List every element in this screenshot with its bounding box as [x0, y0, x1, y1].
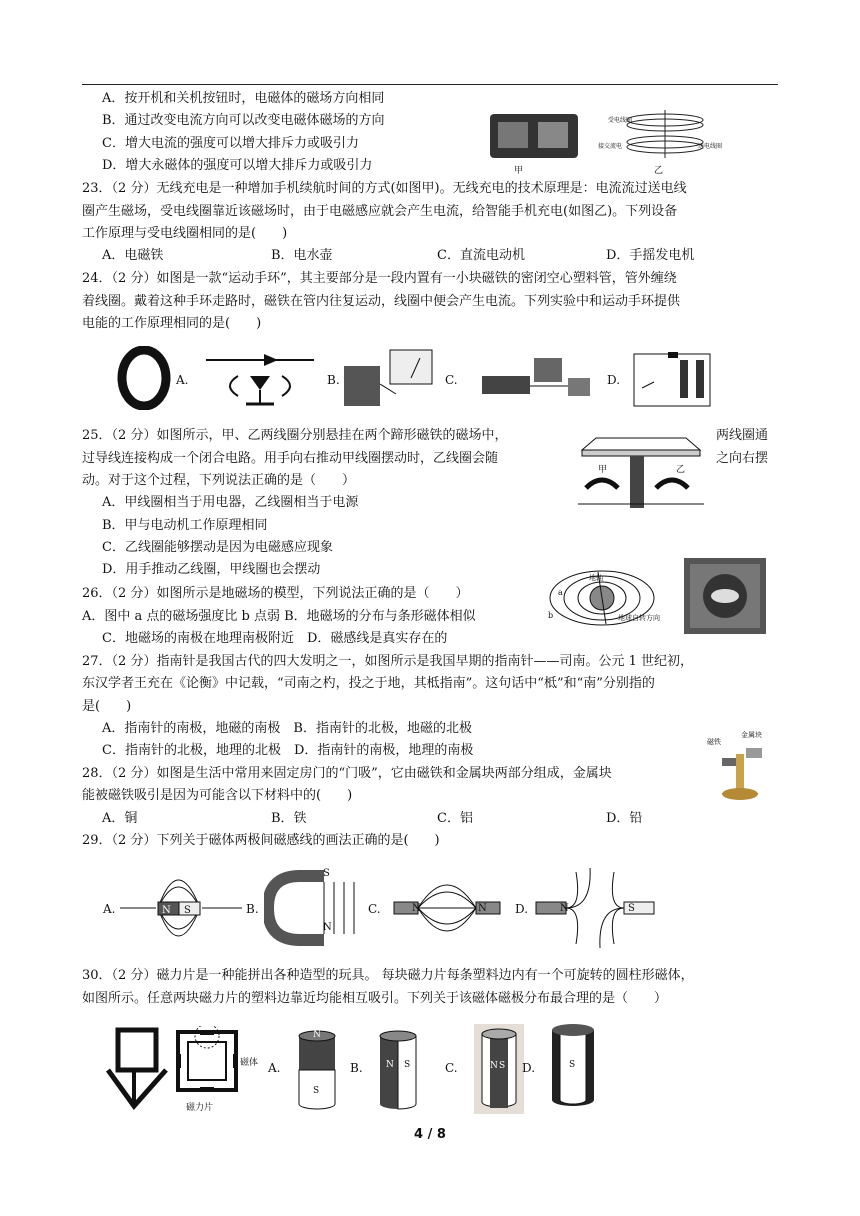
q26-sinan-photo [684, 558, 766, 634]
q28-label-magnet: 磁铁 [707, 738, 721, 746]
q28-line2: 能被磁铁吸引是因为可能含以下材料中的( ) [82, 788, 353, 803]
q30-label-b: B. [350, 1061, 363, 1075]
q29-b-label-n: N [323, 922, 332, 933]
q28-option-c: C．铝 [437, 811, 473, 826]
q30-option-a-cylinder [296, 1028, 338, 1112]
q28-option-d: D．铅 [606, 811, 643, 826]
q22-option-a: A．按开机和关机按钮时，电磁体的磁场方向相同 [102, 91, 385, 106]
q30-label-c: C. [445, 1061, 458, 1075]
q29-option-b-diagram [264, 862, 364, 954]
q30-label-tile: 磁力片 [186, 1103, 214, 1113]
q29-a-label-s: S [184, 905, 191, 916]
q30-label-a: A. [268, 1061, 281, 1075]
q22-option-d: D．增大永磁体的强度可以增大排斥力或吸引力 [102, 158, 373, 173]
q22-label-receive-coil: 受电线圈 [608, 117, 633, 124]
q24-option-c-diagram [472, 352, 598, 408]
q23-option-a: A．电磁铁 [102, 248, 164, 263]
q29-label-c: C. [368, 902, 381, 916]
q30-option-b-cylinder [377, 1028, 419, 1112]
q25-line1: 25．（2 分）如图所示，甲、乙两线圈分别悬挂在两个蹄形磁铁的磁场中， [82, 428, 508, 443]
q24-label-d: D. [607, 373, 621, 387]
q22-option-c: C．增大电流的强度可以增大排斥力或吸引力 [102, 136, 359, 151]
q24-option-b-diagram [340, 344, 438, 412]
q25-coils-diagram [574, 430, 708, 512]
q29-option-a-diagram [118, 862, 244, 954]
q23-line3: 工作原理与受电线圈相同的是( ) [82, 226, 288, 241]
q27-line2: 东汉学者王充在《论衡》中记载，“司南之杓，投之于地，其柢指南”。这句话中“柢”和“南”分别指的 [82, 676, 655, 691]
q29-line1: 29．（2 分）下列关于磁体两极间磁感线的画法正确的是( ) [82, 833, 440, 848]
q24-wristband-photo [116, 346, 172, 410]
q29-label-d: D. [515, 902, 529, 916]
q30-label-d: D. [522, 1061, 536, 1075]
q26-label-axis: 地轴 [589, 574, 603, 582]
q24-label-a: A. [176, 373, 189, 387]
q30-a-label-n: N [313, 1030, 321, 1040]
q25-option-c: C．乙线圈能够摆动是因为电磁感应现象 [102, 540, 333, 555]
q26-label-b: b [548, 611, 554, 620]
q30-label-magnet: 磁体 [240, 1058, 259, 1068]
q24-line2: 着线圈。戴着这种手环走路时，磁铁在管内往复运动，线圈中便会产生电流。下列实验中和运动手环提供 [82, 294, 681, 309]
q30-line1: 30．（2 分）磁力片是一种能拼出各种造型的玩具。 每块磁力片每条塑料边内有一个可旋转的圆柱形磁体， [82, 968, 694, 983]
q30-tiles-photo [104, 1026, 170, 1110]
q25-right2: 之向右摆 [716, 451, 769, 466]
q25-line2: 过导线连接构成一个闭合电路。用手向右推动甲线圈摆动时，乙线圈会随 [82, 451, 499, 466]
q26-option-cd: C．地磁场的南极在地理南极附近 D．磁感线是真实存在的 [102, 631, 448, 646]
q22-label-jia: 甲 [514, 166, 524, 176]
q22-label-yi: 乙 [654, 166, 664, 176]
q25-option-d: D．用手推动乙线圈，甲线圈也会摆动 [102, 562, 321, 577]
q26-label-rotation: 地球自转方向 [618, 614, 660, 622]
q28-label-metal: 金属块 [741, 731, 762, 739]
q28-line1: 28．（2 分）如图是生活中常用来固定房门的“门吸”，它由磁铁和金属块两部分组成，金属块 [82, 766, 612, 781]
q28-option-b: B．铁 [271, 811, 307, 826]
q29-d-label-s: S [628, 903, 635, 914]
q26-line1: 26．（2 分）如图所示是地磁场的模型，下列说法正确的是（ ） [82, 586, 469, 601]
q22-label-send-coil: 送电线圈 [698, 143, 723, 150]
q29-c-label-n: N [412, 903, 421, 914]
q30-d-label-s: S [569, 1060, 576, 1070]
page-number: 4 / 8 [414, 1127, 446, 1142]
q24-option-a-diagram [202, 346, 318, 412]
q29-option-c-diagram [384, 862, 510, 954]
q29-c-label-n2: N [478, 903, 487, 914]
q29-a-label-n: N [162, 905, 171, 916]
q24-label-c: C. [445, 373, 458, 387]
q30-tile-diagram [172, 1026, 242, 1096]
q24-option-d-diagram [630, 348, 714, 410]
q30-c-label-s: S [499, 1061, 506, 1071]
q29-label-b: B. [246, 902, 259, 916]
q27-option-cd: C．指南针的北极，地理的北极 D．指南针的南极，地理的南极 [102, 743, 474, 758]
q26-label-a: a [558, 588, 563, 597]
q25-right1: 两线圈通 [716, 428, 769, 443]
q30-line2: 如图所示。任意两块磁力片的塑料边靠近均能相互吸引。下列关于该磁体磁极分布最合理的是（ ） [82, 991, 668, 1006]
q25-label-jia: 甲 [598, 465, 608, 475]
q29-option-d-diagram [532, 862, 658, 954]
q30-c-label-n: N [490, 1061, 498, 1071]
q25-label-yi: 乙 [676, 465, 686, 475]
q29-d-label-n: N [560, 903, 569, 914]
q23-option-c: C．直流电动机 [437, 248, 525, 263]
q23-line2: 圈产生磁场，受电线圈靠近该磁场时，由于电磁感应就会产生电流，给智能手机充电(如图乙)。下列设备 [82, 204, 678, 219]
q24-line1: 24．（2 分）如图是一款“运动手环”，其主要部分是一段内置有一小块磁铁的密闭空心塑料管，管外缠绕 [82, 271, 677, 286]
q27-option-ab: A．指南针的南极，地磁的南极 B．指南针的北极，地磁的北极 [102, 721, 472, 736]
q22-option-b: B．通过改变电流方向可以改变电磁体磁场的方向 [102, 113, 385, 128]
q28-option-a: A．铜 [102, 811, 138, 826]
q25-option-b: B．甲与电动机工作原理相同 [102, 518, 268, 533]
q23-option-d: D．手摇发电机 [606, 248, 695, 263]
q27-line3: 是( ) [82, 699, 132, 714]
q27-line1: 27．（2 分）指南针是我国古代的四大发明之一，如图所示是我国早期的指南针——司南。公元 1 世纪初， [82, 654, 693, 669]
q29-b-label-s: S [323, 868, 330, 879]
q25-line3: 动。对于这个过程，下列说法正确的是（ ） [82, 473, 356, 488]
q22-device-photo [484, 104, 584, 168]
q26-option-ab: A．图中 a 点的磁场强度比 b 点弱 B．地磁场的分布与条形磁体相似 [82, 609, 476, 624]
q29-label-a: A. [103, 902, 116, 916]
q24-line3: 电能的工作原理相同的是( ) [82, 316, 262, 331]
q23-option-b: B．电水壶 [271, 248, 333, 263]
header-rule [82, 84, 778, 85]
q25-option-a: A．甲线圈相当于用电器，乙线圈相当于电源 [102, 495, 359, 510]
q30-a-label-s: S [313, 1086, 320, 1096]
q23-line1: 23．（2 分）无线充电是一种增加手机续航时间的方式(如图甲)。无线充电的技术原理是：电流流过送电线 [82, 181, 687, 196]
q30-b-label-n: N [386, 1060, 394, 1070]
q28-door-stop-photo [712, 738, 768, 804]
q22-label-ac: 接交流电 [598, 143, 623, 150]
q30-b-label-s: S [404, 1060, 411, 1070]
q24-label-b: B. [327, 373, 340, 387]
q22-coil-diagram [600, 104, 723, 166]
